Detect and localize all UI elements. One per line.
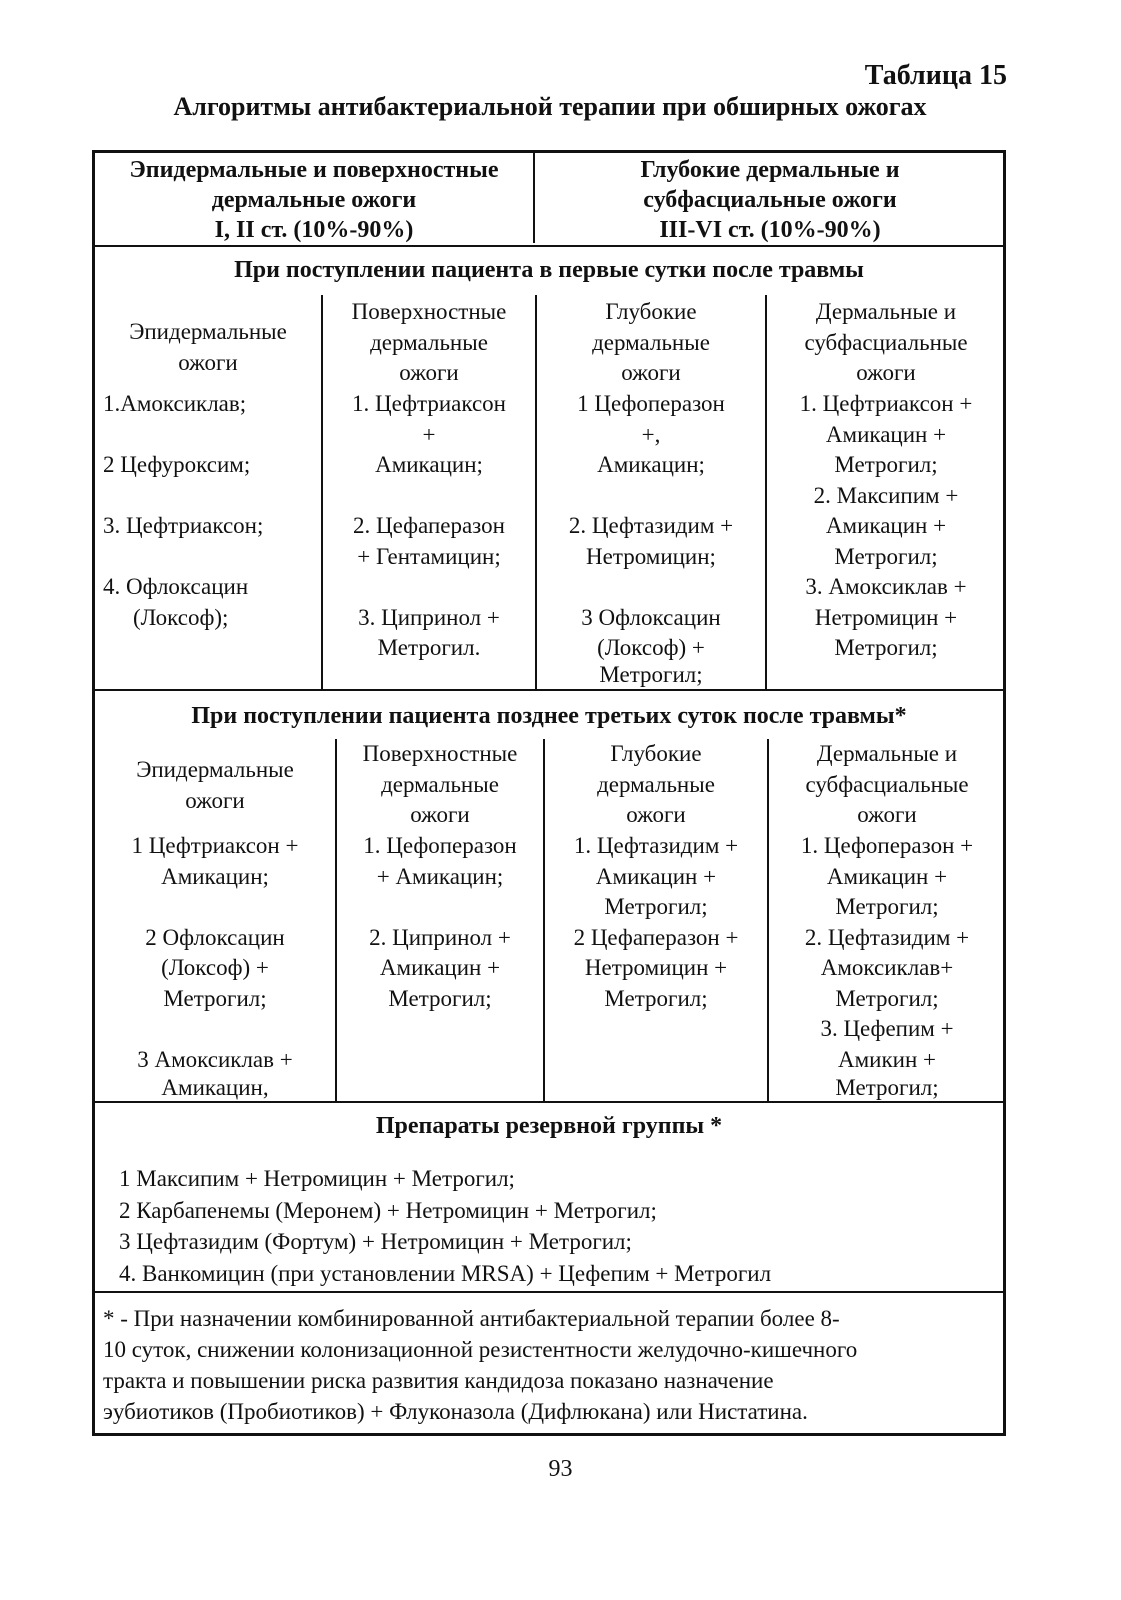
drug-line: 3. Цефтриаксон;	[103, 513, 264, 538]
drug-line: +,	[641, 421, 661, 447]
col-head-line: Поверхностные	[362, 741, 518, 766]
s2-col4-head	[769, 739, 1005, 831]
drug-line	[95, 1014, 335, 1045]
drug-line: Амикацин +	[379, 955, 501, 980]
reserve-title: Препараты резервной группы *	[375, 1113, 723, 1139]
reserve-list	[119, 1163, 771, 1289]
drug-line: 2 Офлоксацин	[145, 924, 285, 950]
drug-line: 2 Цефуроксим;	[103, 452, 251, 477]
drug-line: Амикацин +	[825, 513, 947, 538]
s2-col2-head	[337, 739, 543, 831]
after-third-day-title: При поступлении пациента позднее третьих суток после травмы*	[191, 703, 907, 729]
col-head-line: ожоги	[856, 360, 916, 385]
s1-col1-list	[103, 389, 321, 633]
col-head-line: дермальные	[381, 771, 499, 797]
header-left-line: дермальные ожоги	[211, 187, 417, 213]
drug-line: 1. Цефтриаксон	[352, 391, 506, 416]
drug-line: + Амикацин;	[376, 863, 504, 889]
reserve-item: 1 Максипим + Нетромицин + Метрогил;	[119, 1166, 515, 1191]
therapy-table	[92, 150, 1006, 1436]
header-right-line: III-VI ст. (10%-90%)	[659, 217, 881, 243]
reserve-item: 2 Карбапенемы (Меронем) + Нетромицин + Метрогил;	[119, 1197, 657, 1223]
col-head-line: Дермальные и	[816, 741, 958, 766]
drug-line: 2. Максипим +	[813, 482, 959, 508]
s1-col2-list	[323, 389, 535, 664]
drug-line: 2. Цефаперазон	[353, 513, 505, 538]
drug-line: + Гентамицин;	[357, 543, 501, 569]
drug-line	[323, 572, 535, 603]
drug-line: Метрогил.	[377, 635, 481, 660]
footnote-line: 10 суток, снижении колонизационной резистентности желудочно-кишечного	[103, 1337, 858, 1362]
section2-bottom-rule	[95, 1101, 1003, 1103]
drug-line: Амикацин +	[825, 421, 947, 447]
drug-line: 1. Цефтриаксон +	[799, 391, 973, 416]
reserve-bottom-rule	[95, 1291, 1003, 1293]
drug-line	[323, 481, 535, 512]
reserve-item: 4. Ванкомицин (при установлении MRSA) + Цефепим + Метрогил	[119, 1260, 772, 1286]
drug-line: 1. Цефтазидим +	[573, 833, 739, 858]
header-right-line: субфасциальные ожоги	[643, 187, 897, 213]
first-day-title: При поступлении пациента в первые сутки после травмы	[234, 257, 864, 283]
footnote-line: * - При назначении комбинированной антибактериальной терапии более 8-	[103, 1306, 840, 1331]
drug-line: Амикин +	[838, 1046, 936, 1072]
drug-line: Метрогил;	[599, 661, 703, 687]
col-head-line: дермальные	[592, 329, 710, 355]
drug-line: Метрогил;	[835, 1075, 939, 1100]
header-divider	[533, 153, 535, 243]
col-head-line: Глубокие	[610, 741, 702, 766]
drug-line: 3. Цефепим +	[820, 1016, 954, 1041]
drug-line: Нетромицин +	[584, 955, 728, 980]
drug-line: Метрогил;	[834, 452, 938, 477]
drug-line: 1 Цефтриаксон +	[131, 833, 299, 858]
drug-line: 2. Цефтазидим +	[568, 513, 734, 538]
col-head-line: ожоги	[410, 802, 470, 827]
drug-line: 4. Офлоксацин	[103, 574, 249, 599]
drug-line: 2. Цефтазидим +	[804, 924, 970, 950]
col-head-line: ожоги	[857, 802, 917, 827]
drug-line: 3 Офлоксацин	[581, 604, 721, 630]
drug-line: Амоксиклав+	[820, 955, 954, 980]
col-head-line: Эпидермальные	[129, 319, 287, 344]
footnote	[103, 1303, 995, 1427]
reserve-item: 3 Цефтазидим (Фортум) + Нетромицин + Метрогил;	[119, 1229, 632, 1254]
drug-line	[103, 481, 321, 512]
drug-line: 3. Ципринол +	[358, 604, 500, 630]
col-head-line: дермальные	[597, 771, 715, 797]
drug-line: (Локсоф);	[133, 604, 229, 630]
section1-bottom-rule	[95, 689, 1003, 691]
drug-line: Метрогил;	[388, 985, 492, 1011]
drug-line	[337, 892, 543, 923]
drug-line: Метрогил;	[163, 985, 267, 1011]
drug-line	[537, 572, 765, 603]
s2-col1-head	[95, 755, 335, 816]
drug-line: 1. Цефоперазон	[363, 833, 517, 858]
drug-line	[103, 420, 321, 451]
drug-line: (Локсоф) +	[161, 955, 269, 980]
drug-line: Метрогил;	[835, 985, 939, 1011]
col-head-line: ожоги	[621, 360, 681, 385]
col-head-line: Глубокие	[605, 299, 697, 324]
footnote-line: эубиотиков (Пробиотиков) + Флуконазола (Дифлюкана) или Нистатина.	[103, 1399, 808, 1424]
header-left-cell	[95, 155, 533, 245]
drug-line: Амикацин;	[161, 863, 269, 889]
drug-line: Амикацин,	[161, 1075, 269, 1100]
col-head-line: ожоги	[178, 349, 238, 375]
s1-col3-head	[537, 297, 765, 389]
drug-line: 1. Цефоперазон +	[800, 833, 974, 858]
drug-line: Метрогил;	[835, 894, 939, 919]
drug-line: 1 Цефоперазон	[577, 391, 725, 416]
s2-col2-list	[337, 831, 543, 1014]
col-head-line: ожоги	[626, 802, 686, 827]
drug-line: 1.Амоксиклав;	[103, 391, 247, 416]
s1-col1-head	[95, 317, 321, 378]
header-left-line: I, II ст. (10%-90%)	[214, 217, 414, 243]
page-number: 93	[548, 1456, 573, 1482]
s1-col2-head	[323, 297, 535, 389]
drug-line: 2. Ципринол +	[369, 924, 511, 950]
col-head-line: Дермальные и	[815, 299, 957, 324]
col-head-line: дермальные	[370, 329, 488, 355]
table-label: Таблица 15	[864, 60, 1007, 91]
drug-line: 2 Цефаперазон +	[573, 924, 739, 950]
drug-line: Амикацин;	[375, 452, 483, 477]
drug-line: Метрогил;	[604, 985, 708, 1011]
drug-line: Амикацин +	[826, 863, 948, 889]
drug-line	[95, 892, 335, 923]
col-head-line: ожоги	[185, 787, 245, 813]
drug-line: Нетромицин +	[814, 604, 958, 630]
s2-col3-head	[545, 739, 767, 831]
drug-line: +	[422, 421, 436, 447]
col-head-line: Поверхностные	[351, 299, 507, 324]
header-left-line: Эпидермальные и поверхностные	[129, 157, 499, 183]
header-bottom-rule	[95, 245, 1003, 247]
s1-col4-head	[767, 297, 1005, 389]
drug-line: Нетромицин;	[586, 543, 716, 569]
drug-line: Метрогил;	[834, 635, 938, 660]
col-head-line: ожоги	[399, 360, 459, 385]
drug-line: (Локсоф) +	[597, 635, 705, 660]
s1-col3-list	[537, 389, 765, 686]
footnote-line: тракта и повышении риска развития кандидоза показано назначение	[103, 1368, 774, 1393]
col-head-line: субфасциальные	[804, 329, 968, 355]
page-title: Алгоритмы антибактериальной терапии при обширных ожогах	[173, 92, 927, 121]
s2-col3-list	[545, 831, 767, 1014]
drug-line: Амикацин +	[595, 863, 717, 889]
col-head-line: субфасциальные	[805, 771, 969, 797]
drug-line: Метрогил;	[834, 543, 938, 569]
drug-line: 3. Амоксиклав +	[805, 574, 967, 599]
header-right-line: Глубокие дермальные и	[640, 157, 900, 183]
drug-line	[103, 542, 321, 573]
s2-col1-list	[95, 831, 335, 1101]
drug-line	[537, 481, 765, 512]
s1-col4-list	[767, 389, 1005, 664]
drug-line: 3 Амоксиклав +	[137, 1046, 293, 1072]
s2-col4-list	[769, 831, 1005, 1101]
drug-line: Метрогил;	[604, 894, 708, 919]
col-head-line: Эпидермальные	[136, 757, 294, 782]
drug-line: Амикацин;	[597, 452, 705, 477]
header-right-cell	[535, 155, 1005, 245]
